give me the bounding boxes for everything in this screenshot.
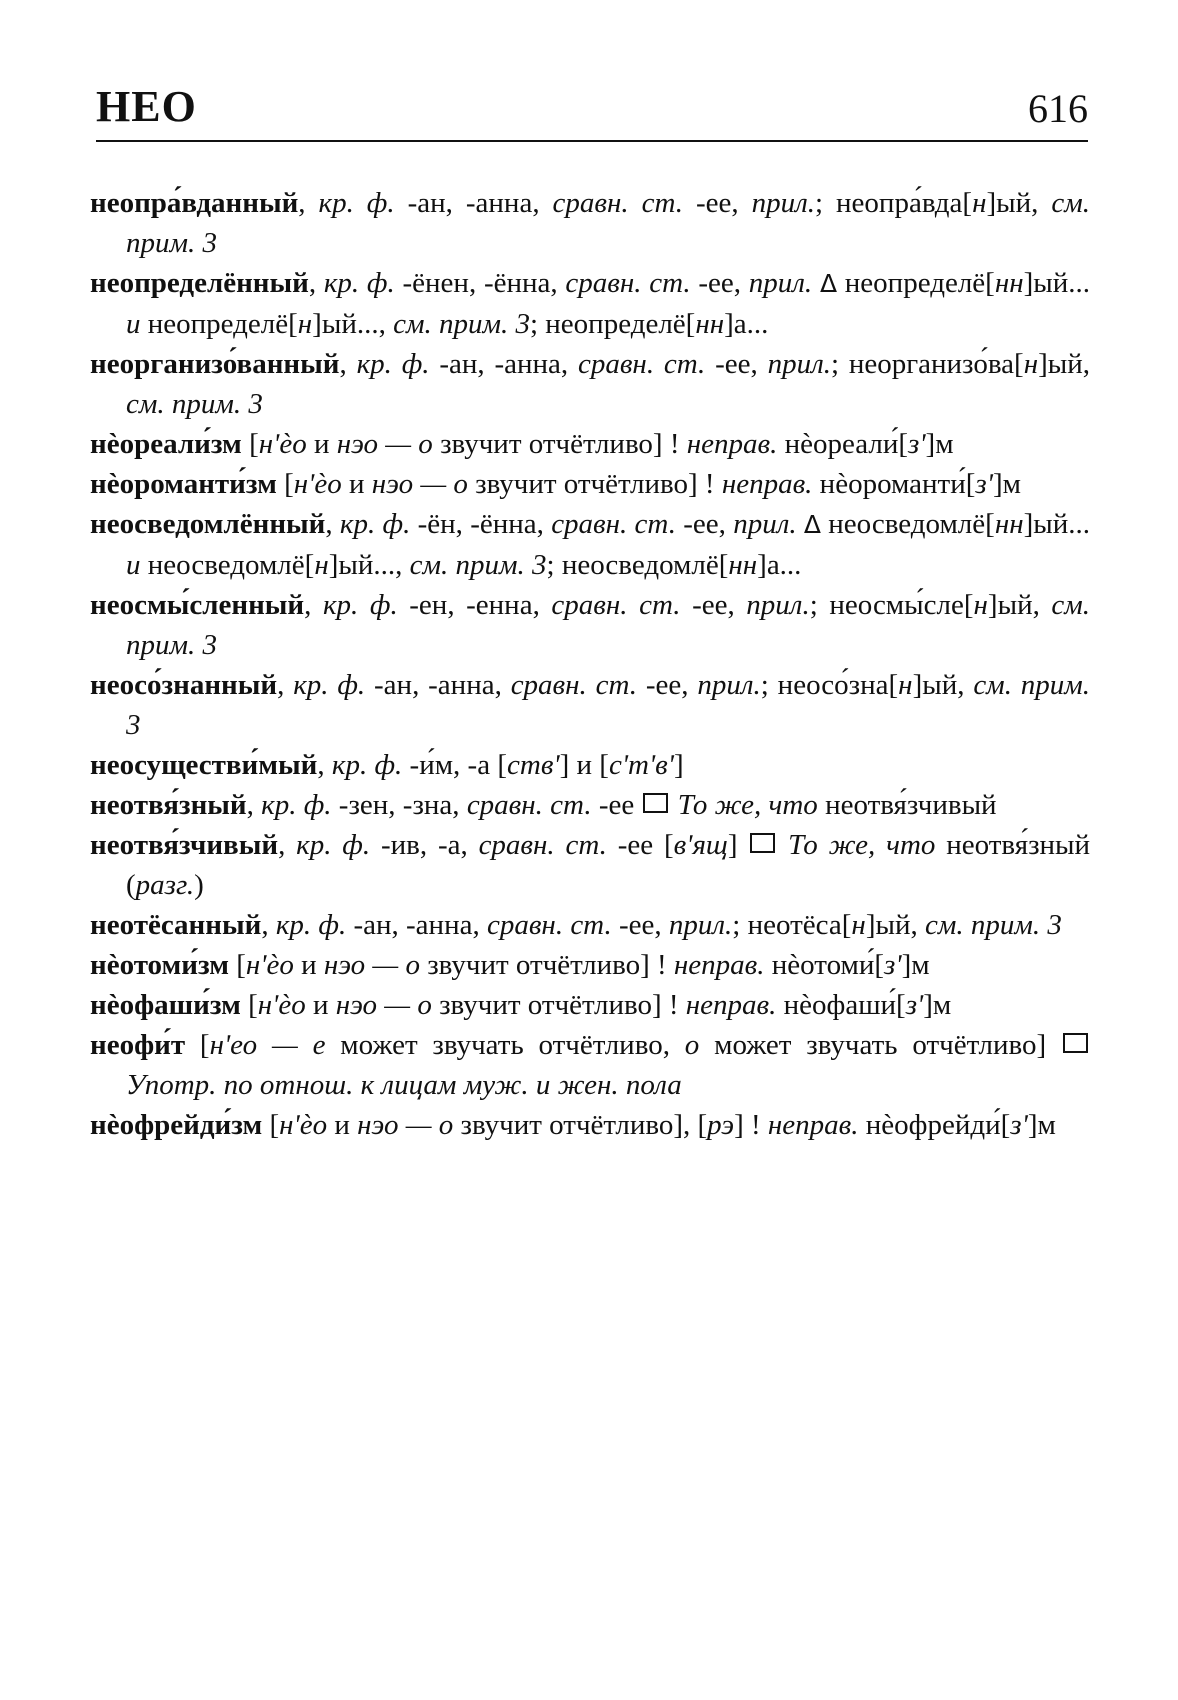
- italic-label: сравн. ст.: [551, 508, 676, 540]
- entry-text: ]ый...,: [328, 549, 410, 581]
- entry-text: -ан, -анна,: [394, 187, 553, 219]
- entry-text: звучит отчётливо] !: [431, 989, 686, 1021]
- italic-label: нэо — о: [323, 949, 420, 981]
- italic-label: н: [972, 187, 987, 219]
- italic-label: прил.: [668, 909, 733, 941]
- headword: неотёсанный: [90, 909, 262, 941]
- italic-label: и: [126, 308, 141, 340]
- entry-text: -ёнен, -ённа,: [394, 267, 566, 299]
- italic-label: прил.: [746, 589, 810, 621]
- entry-text: ]а...: [724, 308, 769, 340]
- entry-text: может звучать отчётливо,: [325, 1029, 685, 1061]
- dictionary-entry: [90, 504, 1090, 585]
- headword: неосо́знанный: [90, 669, 278, 701]
- triangle-marker-icon: Δ: [803, 510, 821, 539]
- headword: нѐореали́зм: [90, 428, 242, 460]
- entry-text: ] !: [734, 1109, 768, 1141]
- italic-label: нн: [994, 508, 1024, 540]
- headword: неорганизо́ванный: [90, 348, 340, 380]
- headword: неопределённый: [90, 267, 309, 299]
- entry-text: -ее,: [680, 589, 747, 621]
- entry-text: ; неосведомлё[: [546, 549, 729, 581]
- dictionary-entry: [90, 344, 1090, 424]
- italic-label: нэо — о: [357, 1109, 454, 1141]
- usage-note-square-icon: [643, 793, 668, 813]
- entry-text: -зен, -зна,: [331, 789, 467, 821]
- headword: неосуществи́мый: [90, 749, 318, 781]
- italic-label: см. прим. 3: [126, 669, 1091, 741]
- italic-label: н: [1023, 348, 1039, 380]
- italic-label: см. прим. 3: [126, 589, 1091, 661]
- italic-label: и: [126, 549, 141, 581]
- entry-text: ,: [246, 789, 262, 821]
- entry-text: ): [194, 869, 204, 901]
- headword: нѐотоми́зм: [90, 949, 229, 981]
- italic-label: кр. ф.: [322, 589, 398, 621]
- entry-text: и: [341, 468, 372, 500]
- entry-text: -и́м, -а [: [402, 749, 507, 781]
- italic-label: разг.: [135, 869, 195, 901]
- entry-text: неопределё[: [140, 308, 298, 340]
- italic-label: н: [973, 589, 988, 621]
- italic-label: сравн. ст.: [466, 789, 592, 821]
- entry-text: и: [306, 428, 337, 460]
- dictionary-entries: [90, 183, 1090, 1145]
- entry-text: нѐотоми́[: [764, 949, 885, 981]
- entry-text: неосведомлё[: [140, 549, 315, 581]
- italic-label: н: [898, 669, 913, 701]
- entry-text: ,: [325, 508, 340, 540]
- italic-label: кр. ф.: [318, 187, 395, 219]
- usage-note-square-icon: [750, 833, 775, 853]
- dictionary-entry: [90, 263, 1090, 344]
- entry-text: -ее,: [705, 348, 768, 380]
- italic-label: нн: [994, 267, 1024, 299]
- italic-label: кр. ф.: [261, 789, 332, 821]
- entry-text: звучит отчётливо] !: [419, 949, 674, 981]
- entry-text: может звучать отчётливо]: [699, 1029, 1061, 1061]
- entry-text: -ен, -енна,: [397, 589, 552, 621]
- dictionary-entry: [90, 1025, 1090, 1105]
- entry-text: ,: [317, 749, 332, 781]
- italic-label: нэо — о: [335, 989, 432, 1021]
- italic-label: кр. ф.: [331, 749, 403, 781]
- headword: неотвя́зчивый: [90, 829, 279, 861]
- italic-label: сравн. ст.: [478, 829, 607, 861]
- italic-label: Употр. по отнош. к лицам муж. и жен. пола: [126, 1069, 682, 1101]
- entry-text: ,: [278, 829, 297, 861]
- italic-label: сравн. ст.: [565, 267, 691, 299]
- entry-text: [: [185, 1029, 210, 1061]
- entry-text: звучит отчётливо] !: [467, 468, 722, 500]
- entry-text: ; неорганизо́ва[: [830, 348, 1024, 380]
- italic-label: прил.: [733, 508, 797, 540]
- italic-label: сравн. ст.: [552, 187, 684, 219]
- italic-label: нн: [728, 549, 758, 581]
- entry-text: ; неотёса[: [732, 909, 852, 941]
- italic-label: прил.: [751, 187, 816, 219]
- entry-text: ]м: [901, 949, 930, 981]
- italic-label: о: [684, 1029, 700, 1061]
- usage-note-square-icon: [1063, 1033, 1088, 1053]
- italic-label: нэо — о: [336, 428, 433, 460]
- entry-text: ]а...: [757, 549, 802, 581]
- italic-label: нʹѐо: [279, 1109, 328, 1141]
- italic-label: зʹ: [905, 989, 924, 1021]
- entry-text: звучит отчётливо], [: [453, 1109, 708, 1141]
- entry-text: неотвя́зчивый: [817, 789, 997, 821]
- headword: нѐофрейди́зм: [90, 1109, 263, 1141]
- entry-text: -ён, -ённа,: [410, 508, 552, 540]
- triangle-marker-icon: Δ: [819, 269, 838, 298]
- entry-text: [: [228, 949, 246, 981]
- italic-label: сравн. ст.: [577, 348, 706, 380]
- entry-text: ]м: [925, 428, 954, 460]
- italic-label: нʹео — е: [209, 1029, 326, 1061]
- italic-label: кр. ф.: [275, 909, 347, 941]
- italic-label: н: [314, 549, 329, 581]
- dictionary-entry: [90, 905, 1090, 945]
- dictionary-entry: [90, 1105, 1090, 1145]
- entry-text: [797, 508, 804, 540]
- italic-label: см. прим. 3: [126, 388, 263, 420]
- italic-label: см. прим. 3: [393, 308, 530, 340]
- entry-text: ,: [261, 909, 276, 941]
- italic-label: см. прим. 3: [924, 909, 1062, 941]
- entry-text: [777, 829, 788, 861]
- dictionary-entry: [90, 585, 1090, 665]
- entry-text: ]ый,: [865, 909, 925, 941]
- headword: неотвя́зный: [90, 789, 247, 821]
- italic-label: рэ: [707, 1109, 735, 1141]
- entry-text: ]м: [1027, 1109, 1056, 1141]
- italic-label: неправ.: [685, 989, 777, 1021]
- italic-label: прил.: [748, 267, 813, 299]
- entry-text: ; неопределё[: [529, 308, 696, 340]
- entry-text: неотвя́зный (: [126, 829, 1091, 901]
- italic-label: н: [297, 308, 313, 340]
- entry-text: ]ый...,: [312, 308, 394, 340]
- entry-text: -ее,: [675, 508, 734, 540]
- entry-text: неосведомлё[: [820, 508, 995, 540]
- italic-label: кр. ф.: [296, 829, 371, 861]
- entry-text: ]ый,: [1038, 348, 1090, 380]
- entry-text: ]ый...: [1023, 267, 1091, 299]
- italic-label: кр. ф.: [339, 508, 411, 540]
- entry-text: -ее,: [611, 909, 669, 941]
- entry-text: ]м: [992, 468, 1021, 500]
- entry-text: [: [240, 989, 258, 1021]
- italic-label: кр. ф.: [323, 267, 395, 299]
- entry-text: ]ый,: [912, 669, 974, 701]
- dictionary-entry: [90, 785, 1090, 825]
- page-number: 616: [1028, 86, 1088, 131]
- italic-label: неправ.: [767, 1109, 859, 1141]
- dictionary-entry: [90, 183, 1090, 263]
- headword: неосмы́сленный: [90, 589, 305, 621]
- italic-label: сʹтʹвʹ: [608, 749, 674, 781]
- entry-text: нѐороманти́[: [812, 468, 976, 500]
- entry-text: -ее,: [683, 187, 752, 219]
- italic-label: зʹ: [1010, 1109, 1028, 1141]
- entry-text: и: [305, 989, 336, 1021]
- italic-label: То же, что: [788, 829, 936, 861]
- headword: нѐороманти́зм: [90, 468, 277, 500]
- entry-text: ; неосо́зна[: [760, 669, 899, 701]
- italic-label: вʹящ: [673, 829, 728, 861]
- dictionary-entry: [90, 665, 1090, 745]
- entry-text: -ее [: [606, 829, 674, 861]
- headword: неопра́вданный: [90, 187, 299, 219]
- entry-text: нѐореали́[: [777, 428, 909, 460]
- dictionary-entry: [90, 825, 1090, 905]
- italic-label: зʹ: [908, 428, 926, 460]
- entry-text: нѐофрейди́[: [858, 1109, 1011, 1141]
- entry-text: -ив, -а,: [370, 829, 479, 861]
- italic-label: кр. ф.: [356, 348, 430, 380]
- italic-label: нн: [695, 308, 725, 340]
- entry-text: [: [276, 468, 294, 500]
- entry-text: -ан, -анна,: [365, 669, 511, 701]
- entry-text: [: [241, 428, 259, 460]
- entry-text: ]ый,: [987, 589, 1052, 621]
- dictionary-entry: [90, 945, 1090, 985]
- entry-text: ,: [339, 348, 357, 380]
- dictionary-entry: [90, 985, 1090, 1025]
- running-head-word: НЕО: [96, 82, 197, 131]
- entry-text: ,: [298, 187, 319, 219]
- italic-label: ствʹ: [507, 749, 560, 781]
- headword: нѐофаши́зм: [90, 989, 241, 1021]
- headword: неофи́т: [90, 1029, 186, 1061]
- italic-label: см. прим. 3: [126, 187, 1090, 259]
- italic-label: неправ.: [686, 428, 778, 460]
- entry-text: нѐофаши́[: [776, 989, 906, 1021]
- page-header: [96, 78, 1088, 142]
- italic-label: н: [851, 909, 866, 941]
- italic-label: прил.: [767, 348, 831, 380]
- entry-text: ] и [: [559, 749, 609, 781]
- entry-text: [: [262, 1109, 280, 1141]
- italic-label: сравн. ст.: [510, 669, 638, 701]
- italic-label: неправ.: [721, 468, 813, 500]
- entry-text: и: [327, 1109, 358, 1141]
- italic-label: зʹ: [884, 949, 902, 981]
- italic-label: нʹѐо: [257, 989, 306, 1021]
- entry-text: неопределё[: [837, 267, 995, 299]
- italic-label: сравн. ст.: [551, 589, 681, 621]
- italic-label: нʹѐо: [245, 949, 294, 981]
- entry-text: ,: [304, 589, 323, 621]
- italic-label: прил.: [697, 669, 761, 701]
- dictionary-entry: [90, 424, 1090, 464]
- entry-text: -ее: [591, 789, 642, 821]
- italic-label: То же, что: [677, 789, 818, 821]
- entry-text: ]: [727, 829, 749, 861]
- italic-label: нʹѐо: [293, 468, 342, 500]
- dictionary-entry: [90, 464, 1090, 504]
- entry-text: -ее,: [637, 669, 698, 701]
- entry-text: -ее,: [690, 267, 749, 299]
- entry-text: ; неопра́вда[: [815, 187, 973, 219]
- entry-text: -ан, -анна,: [429, 348, 578, 380]
- italic-label: неправ.: [673, 949, 765, 981]
- entry-text: ]: [673, 749, 684, 781]
- dictionary-entry: [90, 745, 1090, 785]
- entry-text: и: [293, 949, 324, 981]
- entry-text: ,: [308, 267, 324, 299]
- italic-label: сравн. ст.: [486, 909, 612, 941]
- italic-label: кр. ф.: [293, 669, 366, 701]
- entry-text: ,: [277, 669, 294, 701]
- entry-text: [670, 789, 677, 821]
- italic-label: зʹ: [975, 468, 993, 500]
- headword: неосведомлённый: [90, 508, 326, 540]
- italic-label: нʹѐо: [258, 428, 307, 460]
- entry-text: звучит отчётливо] !: [432, 428, 687, 460]
- italic-label: см. прим. 3: [409, 549, 547, 581]
- entry-text: ]м: [923, 989, 952, 1021]
- entry-text: ]ый,: [986, 187, 1052, 219]
- entry-text: -ан, -анна,: [346, 909, 487, 941]
- entry-text: [812, 267, 820, 299]
- entry-text: ; неосмы́сле[: [809, 589, 974, 621]
- italic-label: нэо — о: [371, 468, 468, 500]
- entry-text: ]ый...: [1023, 508, 1091, 540]
